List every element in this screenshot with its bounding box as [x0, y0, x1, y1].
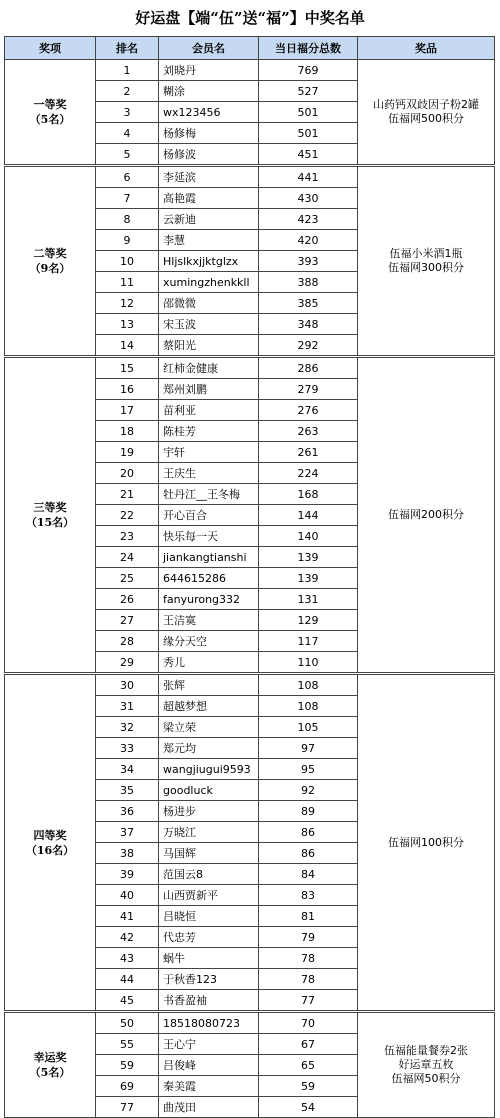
rank-cell: 59 [96, 1055, 159, 1076]
member-name-cell: 开心百合 [159, 505, 259, 526]
prize-cell [358, 357, 495, 674]
rank-cell: 42 [96, 927, 159, 948]
rank-cell: 5 [96, 144, 159, 166]
score-cell: 78 [259, 969, 358, 990]
rank-cell: 45 [96, 990, 159, 1012]
rank-cell: 27 [96, 610, 159, 631]
score-cell: 224 [259, 463, 358, 484]
score-cell: 108 [259, 696, 358, 717]
score-cell: 110 [259, 652, 358, 674]
rank-cell: 14 [96, 335, 159, 357]
score-cell: 430 [259, 188, 358, 209]
rank-cell: 4 [96, 123, 159, 144]
prize-line: 伍福能量餐券2张 [384, 1044, 468, 1057]
score-cell: 139 [259, 568, 358, 589]
prize-level-cell [5, 1012, 96, 1118]
rank-cell: 77 [96, 1097, 159, 1118]
score-cell: 441 [259, 166, 358, 188]
score-cell: 86 [259, 822, 358, 843]
member-name-cell: jiankangtianshi [159, 547, 259, 568]
member-name-cell: 万晓江 [159, 822, 259, 843]
prize-line: 伍福网300积分 [388, 261, 464, 274]
member-name-cell: 王洁寞 [159, 610, 259, 631]
rank-cell: 34 [96, 759, 159, 780]
header-score: 当日福分总数 [259, 37, 358, 60]
rank-cell: 44 [96, 969, 159, 990]
prize-level-name: 三等奖 [33, 501, 67, 514]
member-name-cell: 蔡阳光 [159, 335, 259, 357]
score-cell: 117 [259, 631, 358, 652]
member-name-cell: 快乐每一天 [159, 526, 259, 547]
header-prize: 奖品 [358, 37, 495, 60]
header-level: 奖项 [5, 37, 96, 60]
score-cell: 77 [259, 990, 358, 1012]
score-cell: 67 [259, 1034, 358, 1055]
member-name-cell: 秀儿 [159, 652, 259, 674]
score-cell: 54 [259, 1097, 358, 1118]
member-name-cell: Hljslkxjjktglzx [159, 251, 259, 272]
member-name-cell: 超越梦想 [159, 696, 259, 717]
rank-cell: 28 [96, 631, 159, 652]
rank-cell: 7 [96, 188, 159, 209]
table-row [5, 166, 495, 188]
prize-line: 伍福网200积分 [388, 508, 464, 521]
member-name-cell: 高艳霞 [159, 188, 259, 209]
table-header-row [5, 37, 495, 60]
prize-level-count: （15名） [25, 516, 75, 529]
score-cell: 83 [259, 885, 358, 906]
rank-cell: 24 [96, 547, 159, 568]
score-cell: 105 [259, 717, 358, 738]
table-row [5, 1012, 495, 1034]
member-name-cell: 陈桂芳 [159, 421, 259, 442]
rank-cell: 22 [96, 505, 159, 526]
rank-cell: 40 [96, 885, 159, 906]
member-name-cell: 李慧 [159, 230, 259, 251]
prize-cell [358, 166, 495, 357]
member-name-cell: 苗利亚 [159, 400, 259, 421]
rank-cell: 26 [96, 589, 159, 610]
score-cell: 144 [259, 505, 358, 526]
rank-cell: 13 [96, 314, 159, 335]
score-cell: 95 [259, 759, 358, 780]
score-cell: 84 [259, 864, 358, 885]
member-name-cell: xumingzhenkkll [159, 272, 259, 293]
member-name-cell: 蜗牛 [159, 948, 259, 969]
prize-level-name: 一等奖 [33, 98, 67, 111]
member-name-cell: 刘晓丹 [159, 60, 259, 81]
score-cell: 86 [259, 843, 358, 864]
member-name-cell: 吕晓恒 [159, 906, 259, 927]
member-name-cell: 范国云8 [159, 864, 259, 885]
member-name-cell: 郑州刘鹏 [159, 379, 259, 400]
prize-line: 好运章五枚 [398, 1058, 454, 1071]
rank-cell: 9 [96, 230, 159, 251]
rank-cell: 17 [96, 400, 159, 421]
rank-cell: 25 [96, 568, 159, 589]
rank-cell: 30 [96, 674, 159, 696]
score-cell: 129 [259, 610, 358, 631]
score-cell: 276 [259, 400, 358, 421]
prize-level-count: （5名） [29, 1066, 71, 1079]
member-name-cell: 宇轩 [159, 442, 259, 463]
rank-cell: 36 [96, 801, 159, 822]
member-name-cell: 18518080723 [159, 1012, 259, 1034]
score-cell: 108 [259, 674, 358, 696]
member-name-cell: 王心宁 [159, 1034, 259, 1055]
rank-cell: 38 [96, 843, 159, 864]
rank-cell: 69 [96, 1076, 159, 1097]
winners-table [4, 36, 495, 1118]
member-name-cell: fanyurong332 [159, 589, 259, 610]
prize-line: 伍福网500积分 [388, 112, 464, 125]
member-name-cell: wangjiugui9593 [159, 759, 259, 780]
prize-level-count: （16名） [25, 843, 75, 857]
member-name-cell: 644615286 [159, 568, 259, 589]
rank-cell: 21 [96, 484, 159, 505]
score-cell: 420 [259, 230, 358, 251]
rank-cell: 15 [96, 357, 159, 379]
score-cell: 59 [259, 1076, 358, 1097]
member-name-cell: 马国辉 [159, 843, 259, 864]
prize-level-count: （5名） [29, 113, 71, 126]
rank-cell: 33 [96, 738, 159, 759]
member-name-cell: 李延滨 [159, 166, 259, 188]
prize-level-count: （9名） [29, 262, 71, 275]
rank-cell: 8 [96, 209, 159, 230]
score-cell: 279 [259, 379, 358, 400]
member-name-cell: 书香盈袖 [159, 990, 259, 1012]
score-cell: 65 [259, 1055, 358, 1076]
member-name-cell: 红柿金健康 [159, 357, 259, 379]
score-cell: 97 [259, 738, 358, 759]
rank-cell: 2 [96, 81, 159, 102]
score-cell: 139 [259, 547, 358, 568]
rank-cell: 23 [96, 526, 159, 547]
score-cell: 385 [259, 293, 358, 314]
rank-cell: 43 [96, 948, 159, 969]
rank-cell: 19 [96, 442, 159, 463]
member-name-cell: 王庆生 [159, 463, 259, 484]
prize-line: 山药钙双歧因子粉2罐 [373, 98, 479, 111]
score-cell: 769 [259, 60, 358, 81]
member-name-cell: 牡丹江__王冬梅 [159, 484, 259, 505]
prize-cell [358, 674, 495, 1012]
page-title: 好运盘【端“伍”送“福”】中奖名单 [135, 9, 365, 27]
score-cell: 501 [259, 123, 358, 144]
member-name-cell: 杨修波 [159, 144, 259, 166]
rank-cell: 10 [96, 251, 159, 272]
rank-cell: 39 [96, 864, 159, 885]
rank-cell: 11 [96, 272, 159, 293]
prize-level-cell [5, 357, 96, 674]
member-name-cell: 糊涂 [159, 81, 259, 102]
score-cell: 92 [259, 780, 358, 801]
score-cell: 81 [259, 906, 358, 927]
rank-cell: 6 [96, 166, 159, 188]
score-cell: 527 [259, 81, 358, 102]
prize-level-cell [5, 674, 96, 1012]
score-cell: 263 [259, 421, 358, 442]
score-cell: 70 [259, 1012, 358, 1034]
rank-cell: 41 [96, 906, 159, 927]
rank-cell: 50 [96, 1012, 159, 1034]
member-name-cell: 宋玉波 [159, 314, 259, 335]
rank-cell: 29 [96, 652, 159, 674]
score-cell: 286 [259, 357, 358, 379]
score-cell: 388 [259, 272, 358, 293]
member-name-cell: 山西贾新平 [159, 885, 259, 906]
prize-cell [358, 1012, 495, 1118]
rank-cell: 37 [96, 822, 159, 843]
score-cell: 89 [259, 801, 358, 822]
score-cell: 451 [259, 144, 358, 166]
table-row [5, 357, 495, 379]
rank-cell: 12 [96, 293, 159, 314]
member-name-cell: 曲茂田 [159, 1097, 259, 1118]
member-name-cell: 吕俊峰 [159, 1055, 259, 1076]
prize-level-name: 四等奖 [33, 828, 67, 842]
score-cell: 78 [259, 948, 358, 969]
member-name-cell: 于秋香123 [159, 969, 259, 990]
header-rank: 排名 [96, 37, 159, 60]
member-name-cell: 代忠芳 [159, 927, 259, 948]
header-member: 会员名 [159, 37, 259, 60]
rank-cell: 16 [96, 379, 159, 400]
member-name-cell: 梁立荣 [159, 717, 259, 738]
rank-cell: 55 [96, 1034, 159, 1055]
prize-line: 伍福网50积分 [391, 1072, 461, 1085]
rank-cell: 35 [96, 780, 159, 801]
rank-cell: 18 [96, 421, 159, 442]
score-cell: 168 [259, 484, 358, 505]
member-name-cell: 邵微微 [159, 293, 259, 314]
prize-level-cell [5, 60, 96, 166]
prize-level-name: 幸运奖 [33, 1051, 67, 1064]
rank-cell: 3 [96, 102, 159, 123]
member-name-cell: goodluck [159, 780, 259, 801]
table-body [5, 60, 495, 1118]
score-cell: 79 [259, 927, 358, 948]
prize-line: 伍福小米酒1瓶 [389, 247, 463, 260]
score-cell: 423 [259, 209, 358, 230]
prize-line: 伍福网100积分 [388, 835, 464, 849]
rank-cell: 32 [96, 717, 159, 738]
score-cell: 501 [259, 102, 358, 123]
score-cell: 292 [259, 335, 358, 357]
score-cell: 131 [259, 589, 358, 610]
member-name-cell: wx123456 [159, 102, 259, 123]
rank-cell: 31 [96, 696, 159, 717]
prize-level-cell [5, 166, 96, 357]
score-cell: 261 [259, 442, 358, 463]
rank-cell: 1 [96, 60, 159, 81]
member-name-cell: 郑元均 [159, 738, 259, 759]
score-cell: 348 [259, 314, 358, 335]
member-name-cell: 秦美霞 [159, 1076, 259, 1097]
member-name-cell: 杨进步 [159, 801, 259, 822]
table-row [5, 60, 495, 81]
prize-level-name: 二等奖 [33, 247, 67, 260]
member-name-cell: 缘分天空 [159, 631, 259, 652]
prize-cell [358, 60, 495, 166]
score-cell: 140 [259, 526, 358, 547]
rank-cell: 20 [96, 463, 159, 484]
table-row [5, 674, 495, 696]
member-name-cell: 张辉 [159, 674, 259, 696]
member-name-cell: 云新迪 [159, 209, 259, 230]
score-cell: 393 [259, 251, 358, 272]
member-name-cell: 杨修梅 [159, 123, 259, 144]
